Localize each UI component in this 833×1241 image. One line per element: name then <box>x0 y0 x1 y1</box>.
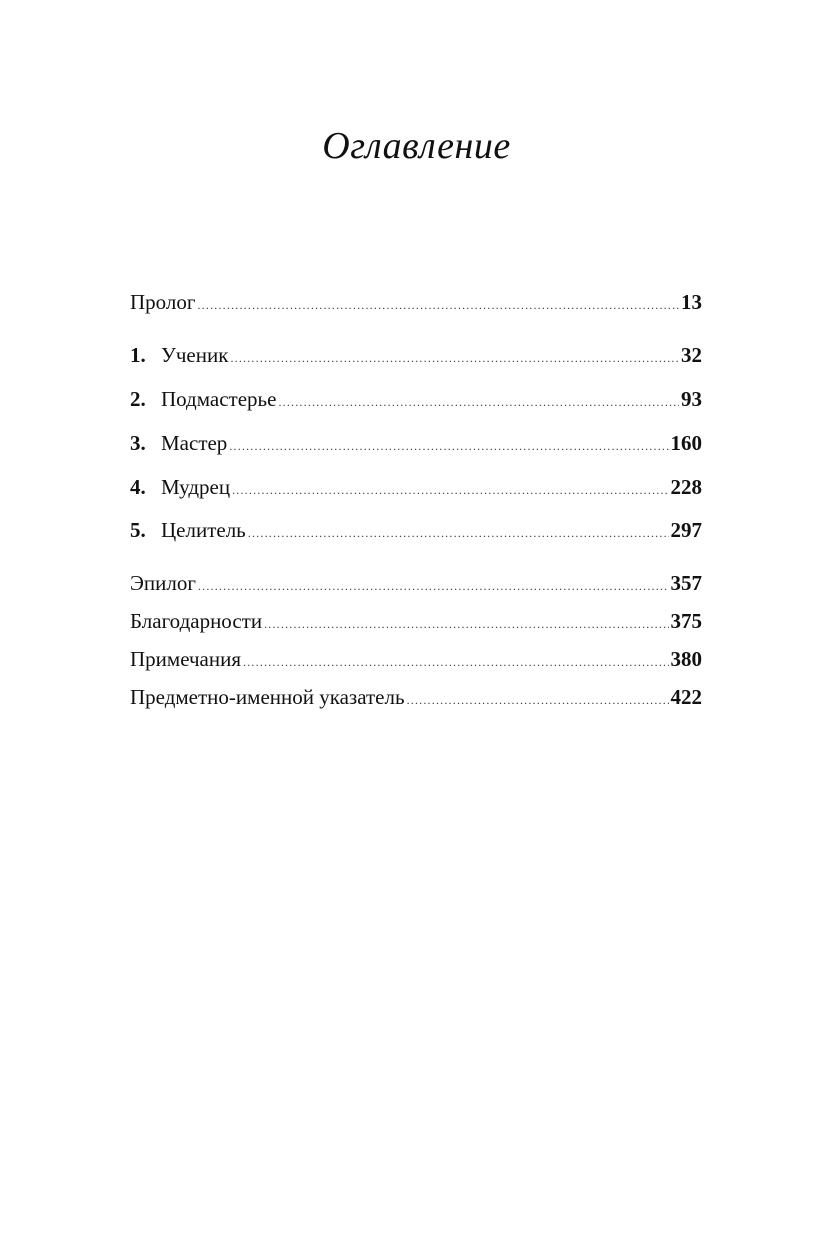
toc-entry-label: Ученик <box>161 343 229 367</box>
toc-entry-chapter-1[interactable] <box>130 341 702 369</box>
toc-entry-label: Подмастерье <box>161 387 277 411</box>
dot-leader <box>230 344 679 372</box>
toc-entry-chapter-4[interactable] <box>130 473 702 501</box>
toc-entry-epilogue[interactable] <box>130 569 702 597</box>
dot-leader <box>229 432 668 460</box>
toc-entry-label: Мудрец <box>161 475 231 499</box>
chapter-number: 4. <box>130 475 146 499</box>
toc-entry-page-number: 422 <box>670 685 702 709</box>
toc-entry-page-number: 93 <box>681 387 702 411</box>
dot-leader <box>264 610 668 638</box>
toc-entry-chapter-3[interactable] <box>130 429 702 457</box>
chapter-number: 3. <box>130 431 146 455</box>
toc-entry-notes[interactable] <box>130 645 702 673</box>
toc-entry-label: Пролог <box>130 290 196 314</box>
toc-entry-page-number: 380 <box>670 647 702 671</box>
page-title: Оглавление <box>322 125 511 167</box>
dot-leader <box>243 648 668 676</box>
toc-entry-label: Мастер <box>161 431 228 455</box>
toc-entry-page-number: 375 <box>670 609 702 633</box>
toc-entry-prologue[interactable] <box>130 288 702 316</box>
dot-leader <box>232 476 668 504</box>
toc-entry-chapter-2[interactable] <box>130 385 702 413</box>
dot-leader <box>198 572 669 600</box>
toc-entry-label: Предметно-именной указатель <box>130 685 405 709</box>
dot-leader <box>248 519 669 547</box>
chapter-number: 2. <box>130 387 146 411</box>
dot-leader <box>197 291 679 319</box>
toc-entry-page-number: 160 <box>670 431 702 455</box>
toc-entry-chapter-5[interactable] <box>130 516 702 544</box>
toc-entry-label: Благодарности <box>130 609 263 633</box>
chapter-number: 1. <box>130 343 146 367</box>
chapter-number: 5. <box>130 518 146 542</box>
dot-leader <box>407 686 669 714</box>
toc-entry-page-number: 32 <box>681 343 702 367</box>
toc-entry-page-number: 297 <box>670 518 702 542</box>
toc-entry-label: Целитель <box>161 518 246 542</box>
toc-entry-label: Эпилог <box>130 571 196 595</box>
toc-entry-page-number: 13 <box>681 290 702 314</box>
toc-entry-page-number: 357 <box>670 571 702 595</box>
toc-entry-label: Примечания <box>130 647 242 671</box>
toc-entry-index[interactable] <box>130 683 702 711</box>
dot-leader <box>278 388 679 416</box>
toc-entry-page-number: 228 <box>670 475 702 499</box>
toc-entry-acknowledgements[interactable] <box>130 607 702 635</box>
